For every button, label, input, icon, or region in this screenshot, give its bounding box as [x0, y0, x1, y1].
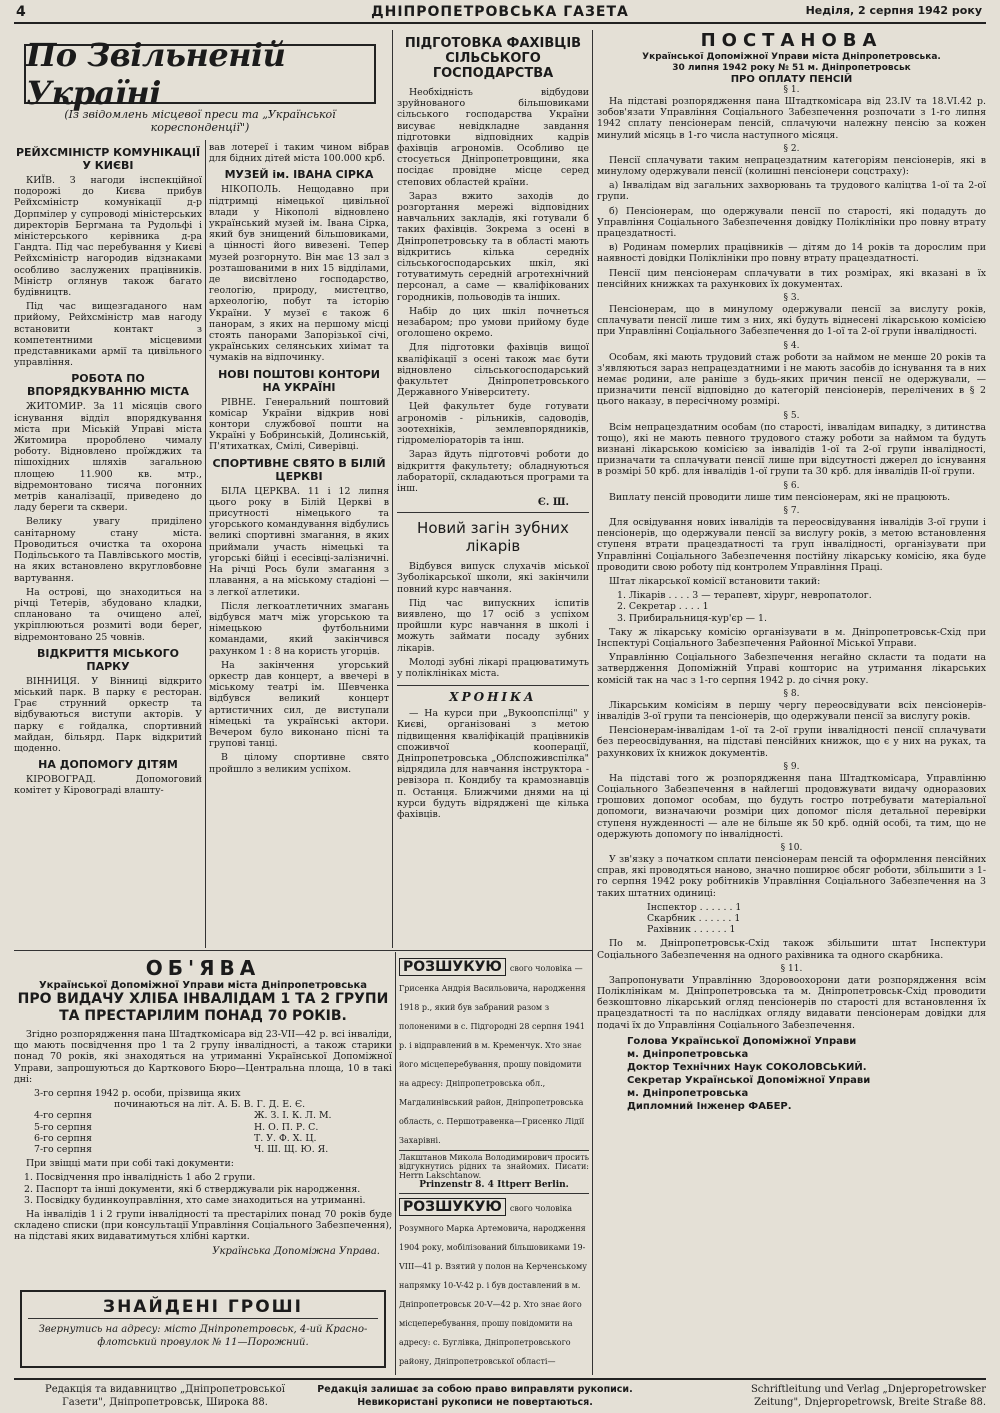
footer-german	[646, 1383, 986, 1409]
signature-line: Секретар Української Допоміжної Управи	[627, 1074, 871, 1086]
resolution-text: Пенсіонерам-інвалідам 1-ої та 2-ої групи інвалідності пенсії сплачувати без переосвідування, на підставі пенсійних книжок, що є у них на руках, та рахункових їх книжок документів.	[597, 725, 986, 759]
schedule-date: 7-го серпня	[34, 1144, 92, 1156]
schedule-letters: Ч. Ш. Щ. Ю. Я.	[254, 1144, 329, 1156]
resolution-text: Всім непрацездатним особам (по старості, інвалідам випадку, з дитинства тощо), які не мають певного трудового стажу роботи за наймом та будуть визнані лікарською комісією за інвалідів 1-ої та 2-ої групи інвалідності, призначати та сплачувати пенсії лише при відсутності джерел до існування в розмірі 50 крб. для інвалідів 1-ої групи та 30 крб. для інвалідів II-ої групи.	[597, 421, 986, 478]
resolution-text: Пенсії сплачувати таким непрацездатним категоріям пенсіонерів, які в минулому одержували пенсії (колишні пенсіонери соцстраху):	[597, 154, 986, 178]
table-row	[14, 1122, 392, 1133]
paragraph-number: § 4.	[783, 340, 800, 351]
section-heading: ХРОНІКА	[397, 685, 589, 704]
paragraph-number: § 3.	[783, 293, 800, 304]
schedule-letters: Т. У. Ф. Х. Ц.	[254, 1132, 317, 1144]
classified-ad	[399, 956, 589, 1147]
resolution-text: По м. Дніпропетровськ-Схід також збільшити штат Інспектури Соціального Забезпечення на одного рахівника та одного скарбника.	[597, 938, 986, 961]
signature-line: Дипломний Інженер ФАБЕР.	[627, 1100, 792, 1112]
resolution-text: а) Інвалідам від загальних захворювань та трудового каліцтва 1-ої та 2-ої групи.	[597, 180, 986, 203]
article-paragraph: РІВНЕ. Генеральний поштовий комісар України відкрив нові контори службової пошти на Україні у Бобринській, Долинській, П'ятихатках, Смілі, Сиверівці.	[209, 396, 389, 453]
ad-tag: РОЗШУКУЮ	[399, 958, 506, 976]
article-paragraph: На закінчення угорський оркестр дав концерт, а ввечері в міському театрі ім. Шевченка відбувся великий концерт артистичних сил, де виступали німецькі та українські актори. Вечером було виконано пісні та групові танці.	[209, 659, 389, 750]
staff-line: 3. Прибиральниця-кур'єр — 1.	[617, 612, 767, 624]
table-row	[14, 1110, 392, 1121]
paragraph-number: § 6.	[783, 480, 800, 491]
author-signature: Є. Ш.	[397, 497, 589, 513]
staff-line: Рахівник . . . . . . 1	[647, 924, 736, 936]
article-paragraph: ВІННИЦЯ. У Вінниці відкрито міський парк. В парку є ресторан. Грає струнний оркестр та відбуваються виступи акторів. У парку є гойдалка, спортивний майдан, більярд. Парк відкритий щоденно.	[14, 675, 202, 754]
notice-item: 2. Паспорт та інші документи, які б стверджували рік народження.	[24, 1183, 361, 1195]
notice-item: 1. Посвідчення про інвалідність 1 або 2 групи.	[24, 1172, 256, 1184]
paragraph-number: § 2.	[783, 143, 800, 154]
schedule-date: 4-го серпня	[34, 1110, 92, 1122]
paragraph-number: § 5.	[783, 410, 800, 421]
schedule-date: 5-го серпня	[34, 1121, 92, 1133]
notice-signature: Українська Допоміжна Управа.	[212, 1245, 380, 1257]
resolution-text: Лікарським комісіям в першу чергу переосвідувати всіх пенсіонерів-інвалідів 3-ої групи та пенсіонерів, що одержували пенсії за вислугу років.	[597, 699, 986, 722]
article-paragraph: На острові, що знаходиться на річці Тетерів, збудовано кладки, сплановано та очищено алеї, укріплюються розмиті води берег, відремонтовано 25 човнів.	[14, 586, 202, 643]
footer-line: Schriftleitung und Verlag „Dnjepropetrowsker	[750, 1384, 986, 1395]
resolution-text: У зв'язку з початком сплати пенсіонерам пенсій та оформлення пенсійних справ, які проводяться наново, значно поширює обсяг роботи, збільшити з 1-го серпня 1942 року робітників Управління Соціального Забезпечення на 3 таких штатних одиниці:	[597, 853, 986, 899]
notice-issuer: Української Допоміжної Управи міста Дніпропетровська	[38, 980, 368, 991]
article-paragraph: вав лотереї і таким чином вібрав для бідних дітей міста 100.000 крб.	[209, 142, 389, 165]
found-money-text: Звернутись на адресу: місто Дніпропетровськ, 4-ий Красно-флотський провулок № 11—Порожний.	[38, 1324, 368, 1348]
resolution-text: Запропонувати Управлінню Здоровоохорони дати розпорядження всім Поліклінікам м. Дніпропетровська та м. Дніпропетровськ-Схід проводити безкоштовно лікарський огляд пенсіонерів по старості для встановлення їх працездатності та по наслідках огляду видавати пенсіонерам довідки для подачі їх до Управління Соціального Забезпечення.	[597, 974, 986, 1031]
article-paragraph: НІКОПОЛЬ. Нещодавно при підтримці німецької цивільної влади у Нікополі відновлено український музей ім. Івана Сірка, який був знищений більшовиками, а цінності його вивезені. Тепер музей розгорнуто. Він має 13 зал з розташованими в них 15 відділами, де висвітлено господарство, геологію, природу, мистецтво, археологію, побут та історію України. У музеї є також 6 панорам, з яких на першому місці стоять панорами Запорізької січі, українських селянських хиімат та чумаків на відпочинку.	[209, 184, 389, 364]
page-number: 4	[16, 4, 26, 20]
resolution-text: Пенсіонерам, що в минулому одержували пенсії за вислугу років, сплачувати пенсії лише тим з них, які будуть віднесені лікарською комісією при Управлінні Соціального Забезпечення до 1-ої та 2-ої групи інвалідності.	[597, 304, 986, 338]
article-headline: Новий загін зубних лікарів	[417, 519, 569, 556]
footer-editorial	[30, 1383, 300, 1409]
footer-line: Zeitung", Dnjepropetrowsk, Breite Straße 88.	[754, 1397, 986, 1408]
section-banner: По Звільненій Україні	[24, 44, 376, 104]
article-paragraph: В цілому спортивне свято пройшло з великим успіхом.	[209, 752, 389, 775]
staff-line: 1. Лікарів . . . . 3 — терапевт, хірург, невропатолог.	[617, 590, 872, 602]
column-2	[209, 142, 389, 948]
signature-line: м. Дніпропетровська	[627, 1087, 749, 1099]
article-paragraph: Велику увагу приділено санітарному стану міста. Проводиться очистка та охорона Подільського та Павлівського мостів, на яких встановлено вкругловбовне вартування.	[14, 516, 202, 584]
paragraph-number: § 11.	[780, 963, 803, 974]
issue-date: Неділя, 2 серпня 1942 року	[805, 4, 982, 17]
article-paragraph: Для підготовки фахівців вищої кваліфікації з осені також має бути відновлено сільськогосподарський факультет Дніпропетровського Державного Університету.	[397, 342, 589, 399]
schedule-table	[14, 1110, 392, 1155]
notice-headline: ТА ПРЕСТАРІЛИМ ПОНАД 70 РОКІВ.	[59, 1008, 347, 1024]
notice-headline: ПРО ВИДАЧУ ХЛІБА ІНВАЛІДАМ 1 ТА 2 ГРУПИ	[17, 991, 389, 1007]
notice-title: ОБ'ЯВА	[145, 956, 261, 980]
article-paragraph: Відбувся випуск слухачів міської Зуболікарської школи, які закінчили повний курс навчання.	[397, 561, 589, 595]
resolution-text: Виплату пенсій проводити лише тим пенсіонерам, які не працюють.	[609, 491, 951, 503]
found-money-title: ЗНАЙДЕНІ ГРОШІ	[28, 1296, 378, 1319]
resolution-text: Управлінню Соціального Забезпечення негайно скласти та подати на затвердження Допоміжній Управі кошторис на утримання лікарських комісій так на час з 1-го серпня 1942 р. до січня року.	[597, 652, 986, 686]
article-headline: НА ДОПОМОГУ ДІТЯМ	[38, 758, 178, 772]
column-1	[14, 142, 202, 948]
resolution-subject: ПРО ОПЛАТУ ПЕНСІЙ	[730, 74, 853, 85]
paragraph-number: § 1.	[783, 85, 800, 95]
article-paragraph: — На курси при „Вукоопспілці" у Києві, організовані з метою підвищення кваліфікацій працівників споживчої кооперації, Дніпропетровська „Облспоживспілка" відрядила для навчання інструктора - ревізора п. Кондибу та крамознавців п. Останця. Ближчими днями на ці курси будуть відряджені ще кілька фахівців.	[397, 708, 589, 820]
schedule-letters: Н. О. П. Р. С.	[254, 1121, 319, 1133]
notice-text: На інвалідів 1 і 2 групи інвалідності та престарілих понад 70 років буде складено списки (при консультації Управління Соціального Забезпечення), на підставі яких видаватимуться хлібні картки.	[14, 1209, 392, 1243]
found-money-box	[20, 1290, 386, 1368]
article-paragraph: КИЇВ. З нагоди інспекційної подорожі до Києва прибув Рейхсміністр комунікації д-р Дорпмілер у супроводі міністерських директорів Бергмана та Рудольфі і міністерського керівника д-ра Гандта. Під час перебування у Києві Рейхсміністр нагородив відзнаками особливо заслужених працівників. Міністр оглянув також багато будівництв.	[14, 175, 202, 299]
notice-schedule-intro: 3-го серпня 1942 р. особи, прізвища яких	[34, 1088, 241, 1100]
paragraph-number: § 10.	[780, 842, 803, 853]
staff-line: Скарбник . . . . . . 1	[647, 912, 741, 924]
paragraph-number: § 7.	[783, 505, 800, 516]
article-headline: МУЗЕЙ ім. ІВАНА СІРКА	[224, 168, 374, 182]
article-headline: РЕЙХСМІНІСТР КОМУНІКАЦІЇ У КИЄВІ	[15, 146, 201, 172]
footer-line: Редакція та видавництво „Дніпропетровської	[45, 1384, 285, 1395]
resolution-date: 30 липня 1942 року № 51 м. Дніпропетровськ	[672, 63, 911, 73]
resolution-issuer: Української Допоміжної Управи міста Дніпропетровська.	[642, 52, 941, 62]
resolution-text: Пенсії цим пенсіонерам сплачувати в тих розмірах, які вказані в їх пенсійних книжках та рахункових їх документах.	[597, 267, 986, 290]
article-paragraph: Необхідність відбудови зруйнованого більшовиками сільського господарства України висуває невідкладне завдання підготовки відповідних кадрів фахівців агрономів. Особливо це стосується Дніпропетровщини, яка посідає провідне місце серед степових областей країни.	[397, 87, 589, 188]
ad-tag: РОЗШУКУЮ	[399, 1198, 506, 1216]
footer-line: Редакція залишає за собою право виправляти рукописи.	[317, 1384, 633, 1395]
resolution-column	[597, 30, 986, 1375]
footer-line: Невикористані рукописи не повертаються.	[357, 1397, 593, 1408]
table-row	[14, 1133, 392, 1144]
article-headline: РОБОТА ПО ВПОРЯДКУВАННЮ МІСТА	[27, 372, 189, 399]
resolution-text: в) Родинам померлих працівників — дітям до 14 років та дорослим при наявності довідки Поліклініки про повну втрату працездатності.	[597, 242, 986, 265]
ad-address: Prinzenstr 8. 4 Ittperr Berlin.	[419, 1180, 569, 1190]
footer-disclaimer	[310, 1383, 640, 1409]
resolution-text: Штат лікарської комісії встановити такий:	[609, 575, 821, 587]
column-3	[397, 32, 589, 948]
notice-schedule-letters: починаються на літ. А. Б. В. Г. Д. Е. Є.	[114, 1099, 306, 1111]
article-paragraph: Зараз вжито заходів до розгортання мережі відповідних навчальних закладів, які готували б таких фахівців. Зокрема з осені в Дніпропетровську та в області мають відкритись кілька середніх сільськогосподарських шкіл, які готуватимуть середній агротехнічний персонал, а саме — кваліфікованих городників, польоводів та інших.	[397, 190, 589, 303]
article-headline: ВІДКРИТТЯ МІСЬКОГО ПАРКУ	[36, 646, 180, 673]
ad-text: свого чоловіка —Грисенка Андрія Васильовича, народження 1918 р., який був забраний разом з полоненими в с. Підгородні 28 серпня 1941 р. і відправлений в м. Кременчук. Хто знає його місцеперебування, прошу повідомити на адресу: Дніпропетровська обл., Магдалинівський район, Дніпропетровська область, с. Першотравенка—Грисенко Лідії Захарівні.	[399, 964, 586, 1145]
staff-line: 2. Секретар . . . . 1	[617, 601, 709, 613]
classifieds-column	[399, 956, 589, 1375]
classified-ad	[399, 1196, 589, 1375]
masthead	[14, 4, 986, 24]
resolution-text: На підставі того ж розпорядження пана Штадткомісара, Управлінню Соціального Забезпечення в найлегші продовжувати видачу одноразових грошових допомог особам, що будуть гостро потребувати матеріальної допомоги, визначаючи розміри цих допомог після детальної перевірки ступеня нужденності — але не більше як 50 крб. одній особі, та тим, що не одержують допомогу по інвалідності.	[597, 772, 986, 840]
notice-text: При звіщці мати при собі такі документи:	[26, 1158, 234, 1170]
signature-line: Доктор Технічних Наук СОКОЛОВСЬКИЙ.	[627, 1061, 867, 1073]
signature-line: Голова Української Допоміжної Управи	[627, 1035, 857, 1047]
signature-block	[597, 1035, 986, 1113]
notice-item: 3. Посвідку будинкоуправління, хто саме знаходиться на утриманні.	[24, 1194, 366, 1206]
schedule-letters: Ж. З. І. К. Л. М.	[254, 1110, 332, 1122]
table-row	[14, 1144, 392, 1155]
staff-line: Інспектор . . . . . . 1	[647, 901, 742, 913]
article-paragraph: Під час вищезгаданого нам прийому, Рейхсміністр мав нагоду встановити контакт з компетентними місцевими представниками армії та цивільного управління.	[14, 301, 202, 369]
article-paragraph: ЖИТОМИР. За 11 місяців свого існування відділ впорядкування міста при Міській Управі міста Житомира пророблено чималу роботу. Відновлено проїжджих та пішохідних шляхів загальною площею 11.900 кв. мтр., відремонтовано тисяча погонних метрів каналізації, приведено до ладу береги та сквери.	[14, 401, 202, 514]
newspaper-title: ДНІПРОПЕТРОВСЬКА ГАЗЕТА	[371, 4, 629, 20]
resolution-text: Таку ж лікарську комісію організувати в м. Дніпропетровськ-Схід при Інспектурі Соціального Забезпечення Районної Міської Управи.	[597, 626, 986, 649]
article-paragraph: Під час випускних іспитів виявлено, що 17 осіб з успіхом пройшли курс навчання в школі і можуть займати посаду зубних лікарів.	[397, 597, 589, 654]
footer-line: Газети", Дніпропетровськ, Широка 88.	[62, 1397, 268, 1408]
article-paragraph: Цей факультет буде готувати агрономів - рільників, садоводів, зоотехніків, землевпорядників, гідромеліораторів та інш.	[397, 401, 589, 447]
ad-text: Лакштанов Микола Володимирович просить відгукнутись рідних та знайомих. Писати: Herrn Lakschtanow.	[399, 1153, 589, 1180]
section-subtitle: (Із звідомлень місцевої преси та „Української кореспонденції")	[64, 108, 336, 134]
article-headline: ПІДГОТОВКА ФАХІВЦІВ СІЛЬСЬКОГО ГОСПОДАРСТВА	[404, 36, 582, 81]
classified-ad	[399, 1153, 589, 1190]
notice-block	[14, 956, 392, 1278]
notice-text: Згідно розпорядження пана Штадткомісара від 23-VII—42 р. всі інваліди, що мають посвідчення про 1 та 2 групу інвалідності, а також старики понад 70 років, які знаходяться на утриманні Української Допоміжної Управи, запрошуються до Карткового Бюро—Центральна площа, 10 в такі дні:	[14, 1029, 392, 1085]
paragraph-number: § 9.	[783, 761, 800, 772]
article-headline: СПОРТИВНЕ СВЯТО В БІЛІЙ ЦЕРКВІ	[212, 456, 386, 483]
article-paragraph: Зараз йдуть підготовчі роботи до відкриття факультету; обладнуються лабораторії, складаються програми та інш.	[397, 449, 589, 494]
resolution-text: На підставі розпорядження пана Штадткомісара від 23.IV та 18.VI.42 р. зобов'язати Управління Соціального Забезпечення розпочати з 1-го липня 1942 сплату пенсіонерам пенсій, сплачуючи належну пенсію за кожен минулий місяць в 1-го числа наступного місяця.	[597, 96, 986, 141]
article-headline: НОВІ ПОШТОВІ КОНТОРИ НА УКРАЇНІ	[218, 367, 380, 394]
resolution-title: ПОСТАНОВА	[700, 30, 883, 51]
resolution-text: б) Пенсіонерам, що одержували пенсії по старості, які подадуть до Управління Соціального Забезпечення довідку Поліклініки про повну втрату працездатності.	[597, 205, 986, 240]
schedule-date: 6-го серпня	[34, 1132, 92, 1144]
article-paragraph: Після легкоатлетичних змагань відбувся матч між угорською та німецькою футбольними командами, який закінчився рахунком 1 : 8 на користь угорців.	[209, 600, 389, 657]
paragraph-number: § 8.	[783, 688, 800, 699]
footer	[14, 1383, 986, 1411]
signature-line: м. Дніпропетровська	[627, 1048, 749, 1060]
ad-text: свого чоловіка Розумного Марка Артемовича, народження 1904 року, мобілізований більшовиками 19-VIII—41 р. Взятий у полон на Керченському напрямку 10-V-42 р. і був доставлений в м. Дніпропетровськ 20-V—42 р. Хто знає його місцеперебування, прошу повідомити на адресу: с. Буглівка, Дніпропетровського району, Дніпропетровської області—	[399, 1204, 587, 1366]
resolution-text: Особам, які мають трудовий стаж роботи за наймом не менше 20 років та з'являються зараз непрацездатними і не мають засобів до існування та в них немає родини, але раніше з будь-яких причин пенсії не одержували, — призначити пенсії відповідно до категорій пенсіонерів, перелічених в § 2 цього наказу, в пересічному розмірі.	[597, 351, 986, 408]
resolution-text: Для освідування нових інвалідів та переосвідування інвалідів 3-ої групи і пенсіонерів, що одержували пенсії за вислугу років, з метою встановлення ступеня втрати працездатності та груп інвалідності, організувати при Управлінні Соціального Забезпечення постійну лікарську комісію, яка буде проводити свою роботу під контролем Управління Праці.	[597, 516, 986, 573]
article-paragraph: БІЛА ЦЕРКВА. 11 і 12 липня цього року в Білій Церкві в присутності німецького та угорського командування відбулись великі спортивні змагання, в яких приймали участь німецькі та угорські бійці і есесівці-залізничні. На річці Рось були змагання з плавання, а на міському стадіоні — з легкої атлетики.	[209, 485, 389, 598]
article-paragraph: КІРОВОГРАД. Допомоговий комітет у Кіровограді влашту-	[14, 774, 202, 797]
article-paragraph: Молоді зубні лікарі працюватимуть у поліклініках міста.	[397, 656, 589, 679]
article-paragraph: Набір до цих шкіл почнеться незабаром; про умови прийому буде оголошено окремо.	[397, 305, 589, 340]
